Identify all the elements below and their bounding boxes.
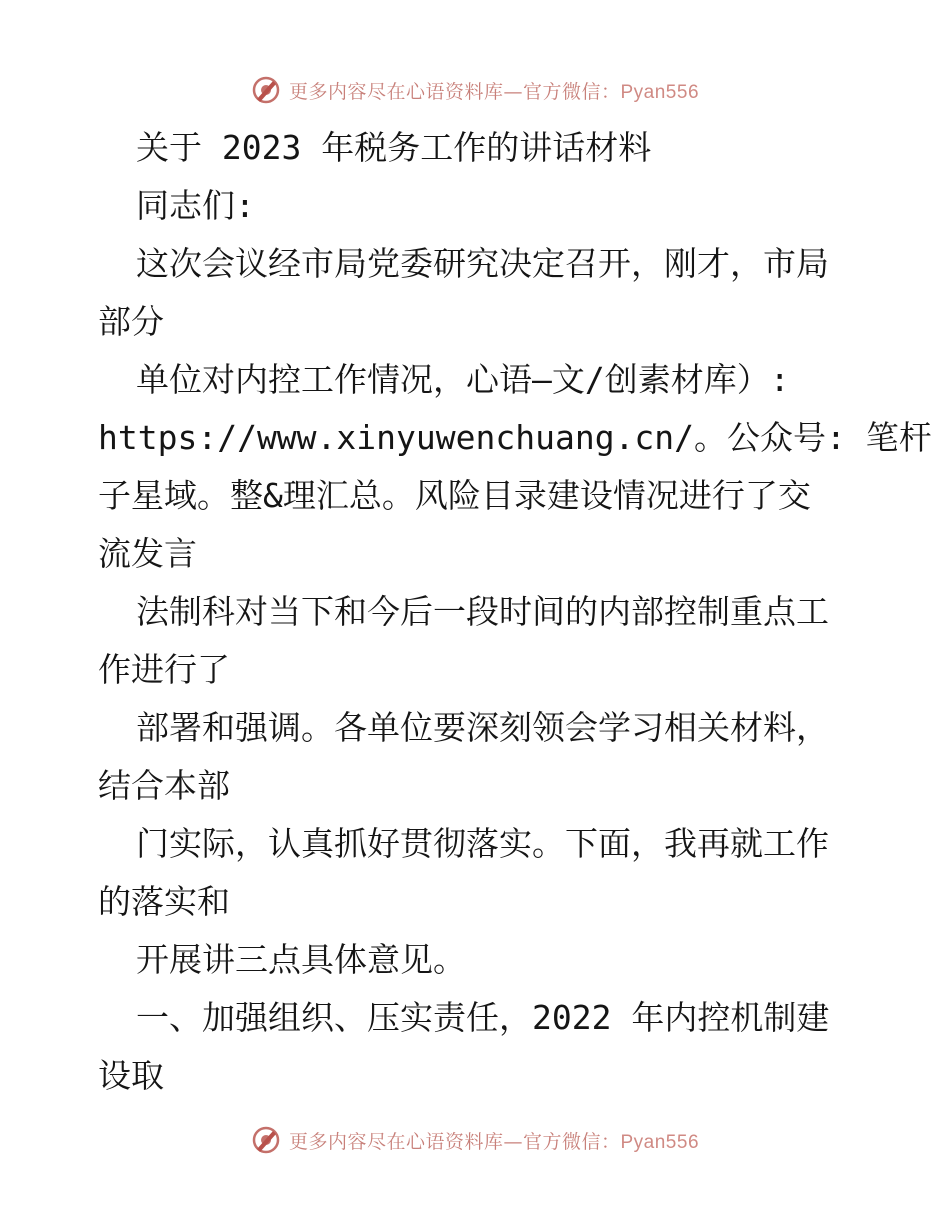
text-line: 设取 (98, 1056, 164, 1095)
watermark-text: 更多内容尽在心语资料库—官方微信：Pyan556 (288, 80, 700, 103)
document-body (98, 119, 932, 1105)
text-line: 同志们: (136, 186, 255, 225)
text-line: 部署和强调。各单位要深刻领会学习相关材料， (136, 708, 829, 747)
text-line: 流发言 (98, 534, 197, 573)
pen-logo-icon (251, 1125, 281, 1155)
text-line: 结合本部 (98, 766, 230, 805)
text-line: 法制科对当下和今后一段时间的内部控制重点工 (136, 592, 829, 631)
watermark-id: Pyan556 (620, 1131, 700, 1153)
text-line: 开展讲三点具体意见。 (136, 940, 466, 979)
document-title: 关于 2023 年税务工作的讲话材料 (136, 128, 652, 167)
watermark-text: 更多内容尽在心语资料库—官方微信：Pyan556 (288, 1130, 700, 1153)
watermark-id: Pyan556 (620, 81, 700, 103)
text-line: 作进行了 (98, 650, 230, 689)
pen-logo-icon (251, 75, 281, 105)
text-line: 部分 (98, 302, 164, 341)
text-line: 一、加强组织、压实责任，2022 年内控机制建 (136, 998, 830, 1037)
text-line: 单位对内控工作情况，心语—文/创素材库）: (136, 360, 790, 399)
text-line: https://www.xinyuwenchuang.cn/。公众号: 笔杆 (98, 418, 932, 457)
text-line: 子星域。整&理汇总。风险目录建设情况进行了交 (98, 476, 811, 515)
header-watermark (0, 70, 950, 110)
text-line: 这次会议经市局党委研究决定召开，刚才，市局 (136, 244, 829, 283)
footer-watermark (0, 1120, 950, 1160)
text-line: 的落实和 (98, 882, 230, 921)
text-line: 门实际，认真抓好贯彻落实。下面，我再就工作 (136, 824, 829, 863)
